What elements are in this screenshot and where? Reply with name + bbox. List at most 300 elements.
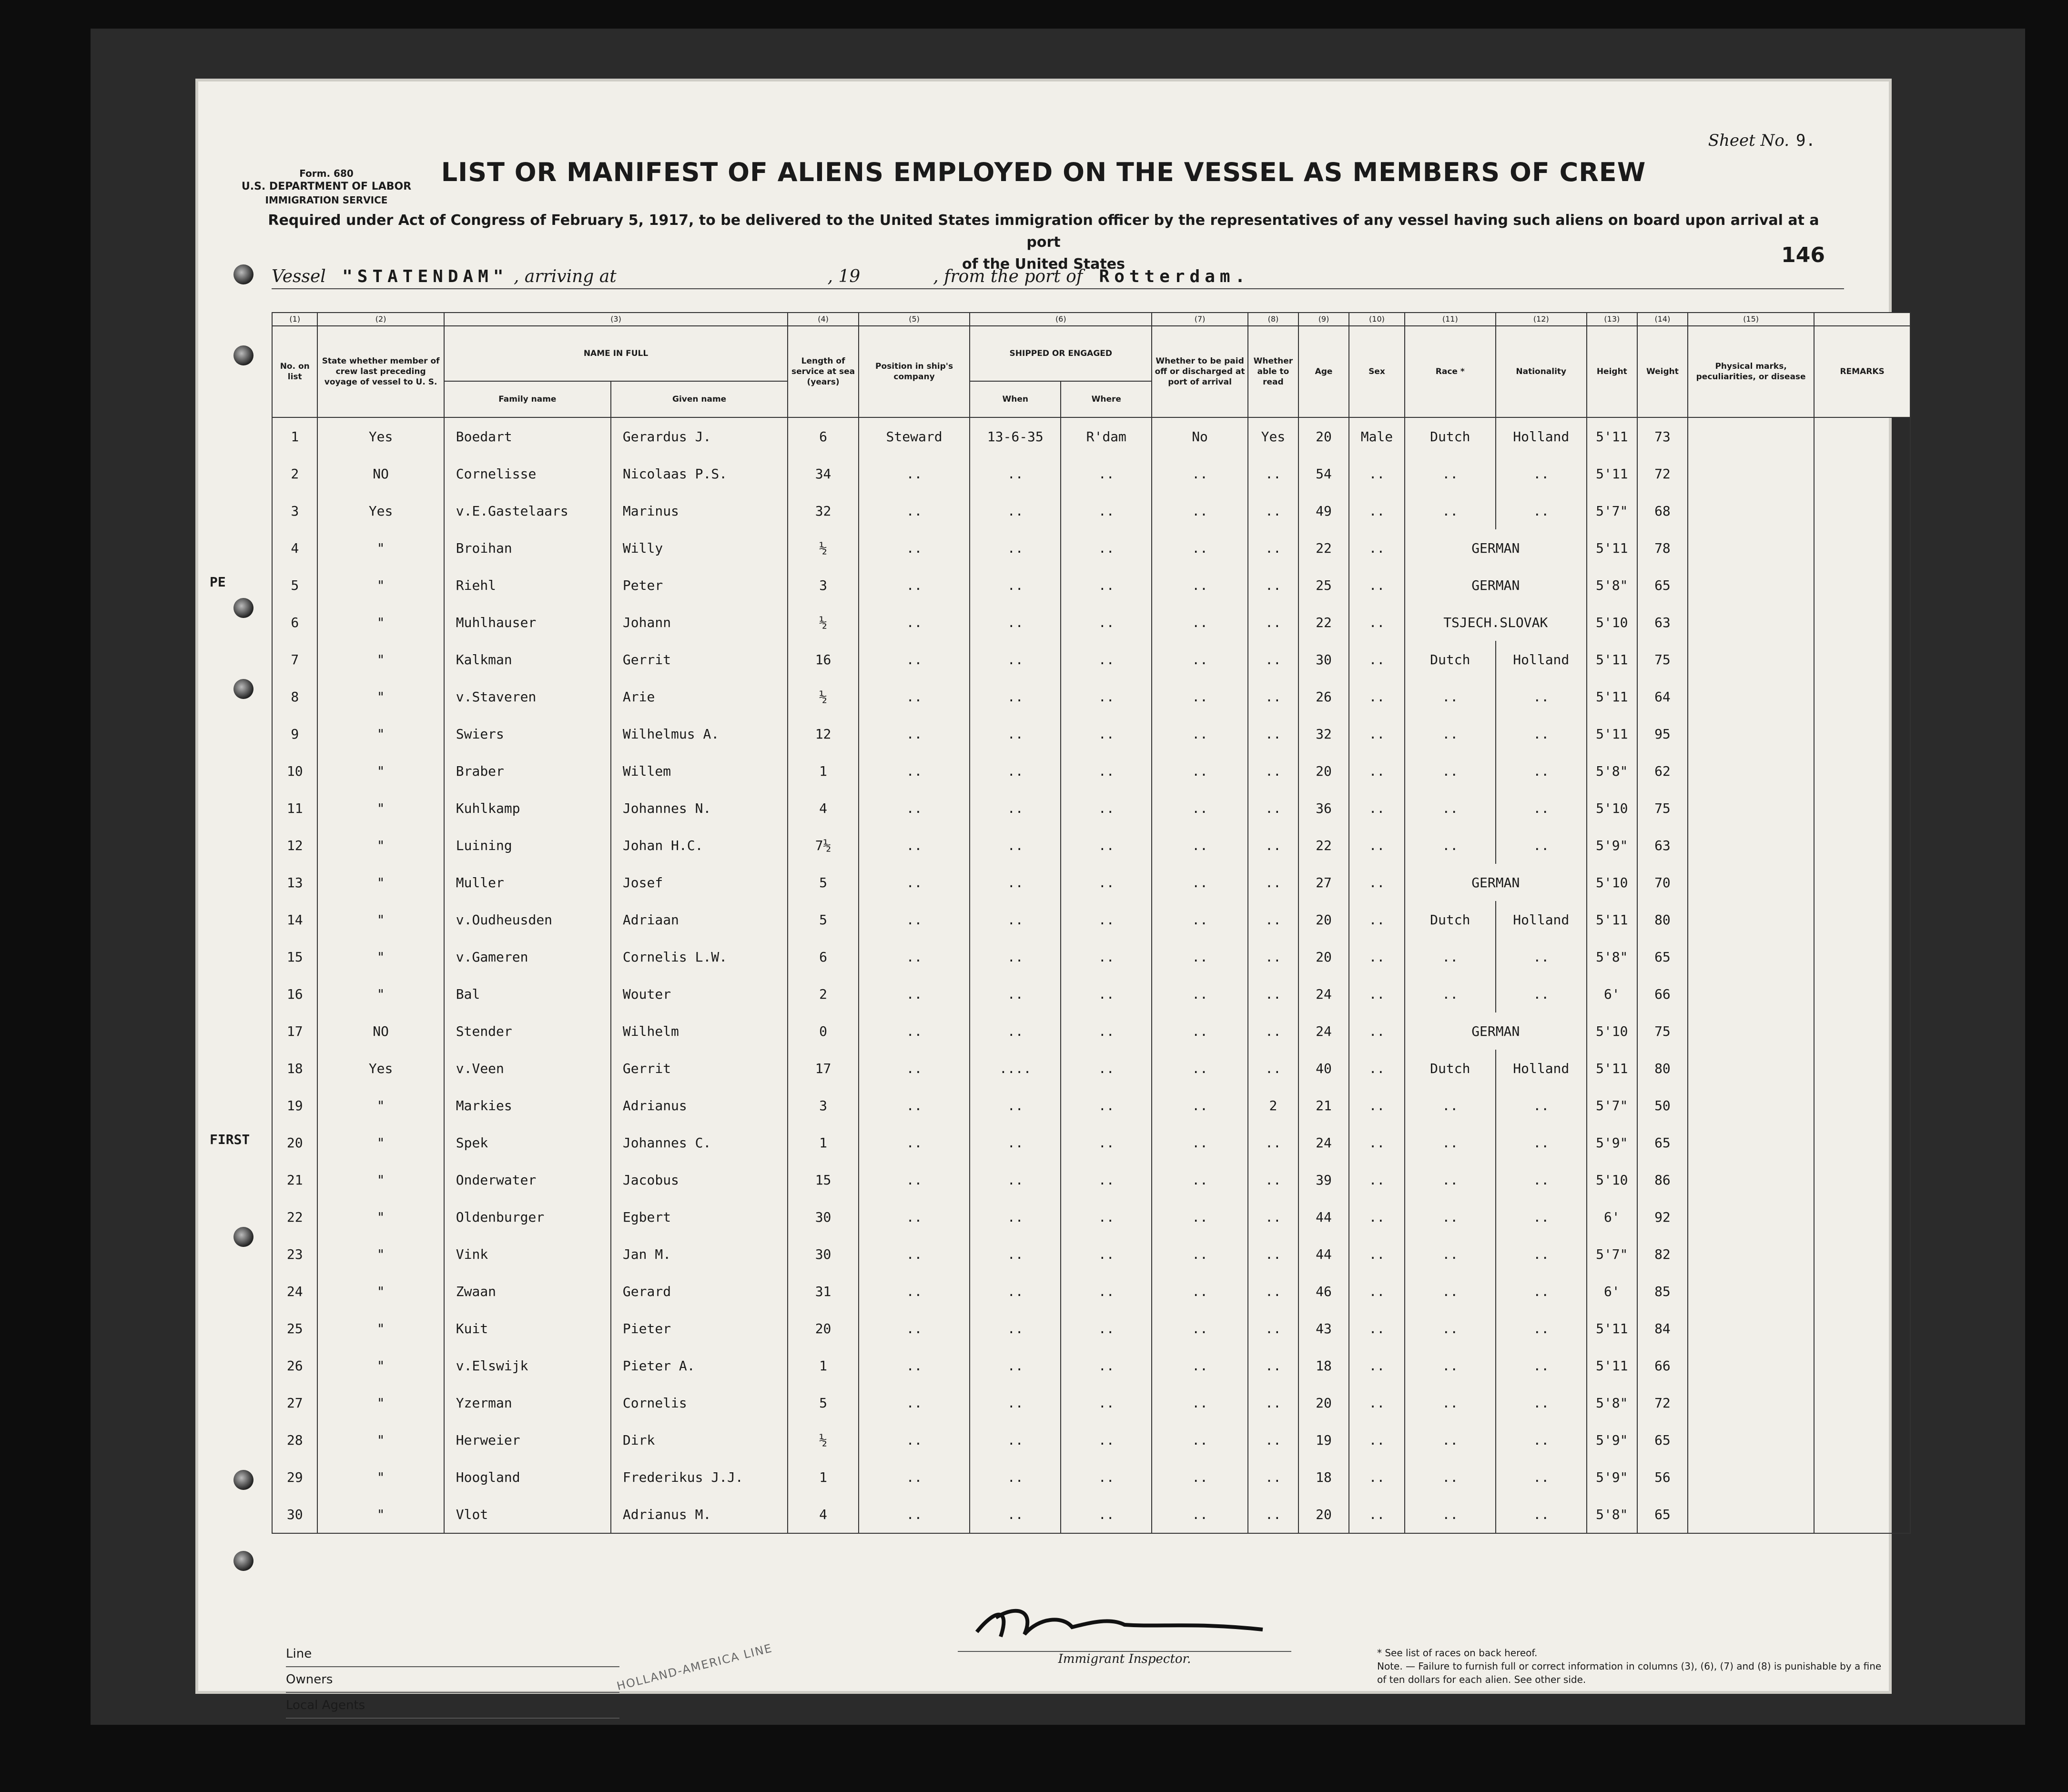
- punch-hole: [233, 1551, 253, 1571]
- cell-sex: ..: [1349, 827, 1405, 864]
- cell-paid: ..: [1152, 1421, 1248, 1458]
- footer-note: [1377, 1646, 1882, 1686]
- cell-race: ..: [1405, 1124, 1496, 1161]
- cell-weight: 65: [1637, 1421, 1688, 1458]
- cell-where: ..: [1061, 641, 1152, 678]
- cell-position: ..: [859, 752, 970, 790]
- cell-nationality: ..: [1496, 1347, 1587, 1384]
- cell-age: 39: [1298, 1161, 1349, 1198]
- cell-position: ..: [859, 1347, 970, 1384]
- cell-where: ..: [1061, 864, 1152, 901]
- cell-read: ..: [1248, 752, 1298, 790]
- header-height: Height: [1587, 326, 1637, 417]
- col-num: (6): [970, 313, 1152, 326]
- crew-rows: [272, 417, 1910, 1533]
- cell-family: Onderwater: [444, 1161, 611, 1198]
- cell-nationality: ..: [1496, 1384, 1587, 1421]
- cell-paid: ..: [1152, 1124, 1248, 1161]
- col-num: [1814, 313, 1910, 326]
- cell-when: ..: [970, 975, 1061, 1012]
- cell-read: ..: [1248, 567, 1298, 604]
- cell-race: GERMAN: [1405, 567, 1587, 604]
- cell-given: Marinus: [611, 492, 788, 529]
- cell-service: 30: [788, 1198, 859, 1235]
- cell-weight: 75: [1637, 1012, 1688, 1050]
- year-label: , 19: [827, 267, 861, 286]
- cell-family: Kalkman: [444, 641, 611, 678]
- cell-state: ": [317, 1124, 444, 1161]
- cell-sex: ..: [1349, 641, 1405, 678]
- cell-nationality: ..: [1496, 1124, 1587, 1161]
- cell-no: 5: [272, 567, 317, 604]
- cell-paid: ..: [1152, 678, 1248, 715]
- cell-when: ..: [970, 1087, 1061, 1124]
- cell-when: ..: [970, 1012, 1061, 1050]
- local-agents-field: Local Agents: [286, 1693, 619, 1719]
- cell-family: Braber: [444, 752, 611, 790]
- col-num: (15): [1688, 313, 1814, 326]
- cell-family: Bal: [444, 975, 611, 1012]
- cell-state: ": [317, 641, 444, 678]
- cell-nationality: ..: [1496, 1458, 1587, 1496]
- cell-remarks: [1814, 1050, 1910, 1087]
- cell-given: Adriaan: [611, 901, 788, 938]
- cell-weight: 68: [1637, 492, 1688, 529]
- cell-where: ..: [1061, 492, 1152, 529]
- cell-family: Yzerman: [444, 1384, 611, 1421]
- cell-remarks: [1814, 455, 1910, 492]
- cell-race: ..: [1405, 790, 1496, 827]
- header-name-in-full: NAME IN FULL: [444, 326, 788, 381]
- cell-state: ": [317, 678, 444, 715]
- cell-paid: ..: [1152, 1273, 1248, 1310]
- cell-height: 5'8": [1587, 938, 1637, 975]
- cell-position: ..: [859, 975, 970, 1012]
- cell-family: Luining: [444, 827, 611, 864]
- cell-remarks: [1814, 1421, 1910, 1458]
- cell-physical: [1688, 678, 1814, 715]
- cell-weight: 92: [1637, 1198, 1688, 1235]
- cell-position: ..: [859, 567, 970, 604]
- cell-family: Hoogland: [444, 1458, 611, 1496]
- cell-state: ": [317, 1235, 444, 1273]
- cell-family: Kuhlkamp: [444, 790, 611, 827]
- cell-race: ..: [1405, 1384, 1496, 1421]
- cell-sex: ..: [1349, 1012, 1405, 1050]
- cell-race: ..: [1405, 1347, 1496, 1384]
- cell-family: Herweier: [444, 1421, 611, 1458]
- table-row: [272, 417, 1910, 455]
- header-race: Race *: [1405, 326, 1496, 417]
- cell-height: 5'11: [1587, 1347, 1637, 1384]
- col-num: (12): [1496, 313, 1587, 326]
- table-row: [272, 1235, 1910, 1273]
- cell-given: Wilhelmus A.: [611, 715, 788, 752]
- cell-when: ..: [970, 1124, 1061, 1161]
- cell-sex: ..: [1349, 1310, 1405, 1347]
- cell-physical: [1688, 752, 1814, 790]
- cell-height: 5'11: [1587, 529, 1637, 567]
- cell-height: 5'10: [1587, 790, 1637, 827]
- table-row: [272, 1161, 1910, 1198]
- cell-given: Nicolaas P.S.: [611, 455, 788, 492]
- cell-paid: ..: [1152, 492, 1248, 529]
- col-num: (8): [1248, 313, 1298, 326]
- cell-weight: 66: [1637, 975, 1688, 1012]
- cell-remarks: [1814, 604, 1910, 641]
- cell-paid: ..: [1152, 901, 1248, 938]
- cell-nationality: ..: [1496, 975, 1587, 1012]
- line-stamp: HOLLAND-AMERICA LINE: [615, 1641, 774, 1693]
- cell-service: 3: [788, 567, 859, 604]
- cell-position: ..: [859, 938, 970, 975]
- col-num: (3): [444, 313, 788, 326]
- cell-nationality: ..: [1496, 492, 1587, 529]
- table-row: [272, 1050, 1910, 1087]
- cell-weight: 86: [1637, 1161, 1688, 1198]
- cell-read: 2: [1248, 1087, 1298, 1124]
- cell-paid: No: [1152, 417, 1248, 455]
- cell-where: ..: [1061, 901, 1152, 938]
- cell-state: ": [317, 901, 444, 938]
- cell-given: Adrianus M.: [611, 1496, 788, 1533]
- cell-given: Josef: [611, 864, 788, 901]
- cell-no: 1: [272, 417, 317, 455]
- cell-given: Cornelis: [611, 1384, 788, 1421]
- cell-read: ..: [1248, 1161, 1298, 1198]
- cell-race: Dutch: [1405, 1050, 1496, 1087]
- cell-height: 5'7": [1587, 1087, 1637, 1124]
- cell-race: ..: [1405, 1273, 1496, 1310]
- cell-paid: ..: [1152, 1458, 1248, 1496]
- form-number: Form. 680: [299, 168, 354, 179]
- cell-weight: 80: [1637, 901, 1688, 938]
- cell-position: ..: [859, 1050, 970, 1087]
- cell-nationality: ..: [1496, 678, 1587, 715]
- cell-no: 13: [272, 864, 317, 901]
- cell-where: ..: [1061, 678, 1152, 715]
- cell-remarks: [1814, 938, 1910, 975]
- cell-remarks: [1814, 1161, 1910, 1198]
- cell-family: Vink: [444, 1235, 611, 1273]
- cell-physical: [1688, 1496, 1814, 1533]
- cell-service: 1: [788, 1124, 859, 1161]
- cell-state: NO: [317, 1012, 444, 1050]
- table-row: [272, 492, 1910, 529]
- cell-physical: [1688, 715, 1814, 752]
- cell-no: 20: [272, 1124, 317, 1161]
- cell-nationality: Holland: [1496, 1050, 1587, 1087]
- page-number: 146: [1781, 243, 1825, 267]
- cell-age: 46: [1298, 1273, 1349, 1310]
- cell-family: v.Elswijk: [444, 1347, 611, 1384]
- cell-age: 20: [1298, 417, 1349, 455]
- cell-when: ..: [970, 455, 1061, 492]
- cell-service: 4: [788, 1496, 859, 1533]
- cell-position: ..: [859, 492, 970, 529]
- cell-nationality: ..: [1496, 827, 1587, 864]
- cell-paid: ..: [1152, 975, 1248, 1012]
- cell-given: Gerrit: [611, 641, 788, 678]
- cell-sex: ..: [1349, 938, 1405, 975]
- cell-when: ..: [970, 1235, 1061, 1273]
- cell-given: Gerrit: [611, 1050, 788, 1087]
- cell-remarks: [1814, 790, 1910, 827]
- cell-physical: [1688, 1087, 1814, 1124]
- cell-position: ..: [859, 1087, 970, 1124]
- cell-service: 6: [788, 938, 859, 975]
- cell-where: ..: [1061, 1124, 1152, 1161]
- cell-state: ": [317, 1458, 444, 1496]
- cell-state: ": [317, 529, 444, 567]
- cell-physical: [1688, 1310, 1814, 1347]
- arriving-label: , arriving at: [513, 267, 617, 286]
- cell-physical: [1688, 417, 1814, 455]
- cell-given: Johannes C.: [611, 1124, 788, 1161]
- cell-physical: [1688, 827, 1814, 864]
- table-row: [272, 1273, 1910, 1310]
- cell-height: 5'11: [1587, 641, 1637, 678]
- cell-position: ..: [859, 790, 970, 827]
- cell-family: Oldenburger: [444, 1198, 611, 1235]
- cell-sex: ..: [1349, 1124, 1405, 1161]
- cell-when: ..: [970, 901, 1061, 938]
- cell-age: 24: [1298, 975, 1349, 1012]
- cell-no: 21: [272, 1161, 317, 1198]
- cell-no: 10: [272, 752, 317, 790]
- cell-remarks: [1814, 1458, 1910, 1496]
- cell-read: ..: [1248, 1310, 1298, 1347]
- cell-nationality: ..: [1496, 790, 1587, 827]
- punch-hole: [233, 1227, 253, 1247]
- cell-given: Gerardus J.: [611, 417, 788, 455]
- cell-race: Dutch: [1405, 417, 1496, 455]
- cell-sex: ..: [1349, 1384, 1405, 1421]
- col-num: (10): [1349, 313, 1405, 326]
- cell-nationality: ..: [1496, 455, 1587, 492]
- cell-physical: [1688, 790, 1814, 827]
- punch-hole: [233, 264, 253, 284]
- cell-sex: ..: [1349, 975, 1405, 1012]
- cell-given: Jacobus: [611, 1161, 788, 1198]
- cell-service: 34: [788, 455, 859, 492]
- cell-when: ..: [970, 790, 1061, 827]
- cell-where: ..: [1061, 975, 1152, 1012]
- cell-service: 31: [788, 1273, 859, 1310]
- cell-weight: 50: [1637, 1087, 1688, 1124]
- cell-age: 40: [1298, 1050, 1349, 1087]
- punch-hole: [233, 679, 253, 699]
- cell-position: ..: [859, 1235, 970, 1273]
- table-row: [272, 1496, 1910, 1533]
- col-num: (4): [788, 313, 859, 326]
- table-row: [272, 975, 1910, 1012]
- cell-paid: ..: [1152, 641, 1248, 678]
- cell-physical: [1688, 938, 1814, 975]
- cell-given: Cornelis L.W.: [611, 938, 788, 975]
- punch-hole: [233, 598, 253, 618]
- cell-service: ½: [788, 1421, 859, 1458]
- cell-where: ..: [1061, 1458, 1152, 1496]
- cell-no: 14: [272, 901, 317, 938]
- cell-read: ..: [1248, 901, 1298, 938]
- cell-service: 1: [788, 1347, 859, 1384]
- cell-family: Broihan: [444, 529, 611, 567]
- cell-sex: ..: [1349, 1050, 1405, 1087]
- cell-given: Johannes N.: [611, 790, 788, 827]
- cell-physical: [1688, 864, 1814, 901]
- cell-physical: [1688, 1384, 1814, 1421]
- cell-no: 28: [272, 1421, 317, 1458]
- cell-sex: ..: [1349, 715, 1405, 752]
- cell-position: ..: [859, 529, 970, 567]
- table-row: [272, 678, 1910, 715]
- header-family-name: Family name: [444, 381, 611, 417]
- cell-where: ..: [1061, 1050, 1152, 1087]
- cell-no: 3: [272, 492, 317, 529]
- vessel-line: [272, 267, 1844, 289]
- cell-state: ": [317, 1198, 444, 1235]
- col-num: (9): [1298, 313, 1349, 326]
- cell-read: ..: [1248, 1273, 1298, 1310]
- cell-no: 17: [272, 1012, 317, 1050]
- cell-remarks: [1814, 492, 1910, 529]
- col-num: (13): [1587, 313, 1637, 326]
- cell-remarks: [1814, 1496, 1910, 1533]
- cell-position: ..: [859, 1458, 970, 1496]
- cell-age: 22: [1298, 827, 1349, 864]
- cell-age: 24: [1298, 1012, 1349, 1050]
- cell-race: TSJECH.SLOVAK: [1405, 604, 1587, 641]
- cell-sex: ..: [1349, 901, 1405, 938]
- cell-when: ..: [970, 1458, 1061, 1496]
- table-row: [272, 1347, 1910, 1384]
- cell-read: ..: [1248, 715, 1298, 752]
- cell-age: 22: [1298, 604, 1349, 641]
- cell-height: 5'9": [1587, 1458, 1637, 1496]
- cell-no: 24: [272, 1273, 317, 1310]
- owners-field: Owners: [286, 1667, 619, 1693]
- cell-race: ..: [1405, 1198, 1496, 1235]
- cell-physical: [1688, 492, 1814, 529]
- cell-position: ..: [859, 455, 970, 492]
- cell-paid: ..: [1152, 938, 1248, 975]
- cell-given: Pieter: [611, 1310, 788, 1347]
- cell-family: Muhlhauser: [444, 604, 611, 641]
- cell-weight: 80: [1637, 1050, 1688, 1087]
- cell-read: ..: [1248, 1235, 1298, 1273]
- cell-where: ..: [1061, 1347, 1152, 1384]
- cell-race: GERMAN: [1405, 529, 1587, 567]
- header-able-read: Whether able to read: [1248, 326, 1298, 417]
- line-field: Line: [286, 1641, 619, 1667]
- col-num: (2): [317, 313, 444, 326]
- column-number-row: [272, 313, 1910, 326]
- cell-read: ..: [1248, 678, 1298, 715]
- table-row: [272, 604, 1910, 641]
- cell-physical: [1688, 1161, 1814, 1198]
- cell-position: ..: [859, 641, 970, 678]
- cell-service: 15: [788, 1161, 859, 1198]
- cell-remarks: [1814, 417, 1910, 455]
- cell-read: ..: [1248, 455, 1298, 492]
- cell-race: ..: [1405, 1161, 1496, 1198]
- cell-weight: 65: [1637, 1124, 1688, 1161]
- cell-weight: 65: [1637, 1496, 1688, 1533]
- cell-height: 5'11: [1587, 678, 1637, 715]
- cell-sex: ..: [1349, 567, 1405, 604]
- sheet-label: Sheet No.: [1708, 131, 1790, 150]
- cell-read: ..: [1248, 1384, 1298, 1421]
- cell-sex: ..: [1349, 678, 1405, 715]
- table-row: [272, 455, 1910, 492]
- cell-service: 17: [788, 1050, 859, 1087]
- subtitle-line-1: Required under Act of Congress of February 5, 1917, to be delivered to the United States immigration officer by the representatives of any vessel having such aliens on board upon arrival at a port: [268, 212, 1819, 251]
- cell-no: 22: [272, 1198, 317, 1235]
- cell-given: Jan M.: [611, 1235, 788, 1273]
- table-row: [272, 1087, 1910, 1124]
- cell-where: ..: [1061, 1012, 1152, 1050]
- cell-remarks: [1814, 1384, 1910, 1421]
- cell-paid: ..: [1152, 1087, 1248, 1124]
- cell-when: ..: [970, 752, 1061, 790]
- cell-race: ..: [1405, 1421, 1496, 1458]
- cell-race: ..: [1405, 492, 1496, 529]
- cell-remarks: [1814, 567, 1910, 604]
- cell-remarks: [1814, 975, 1910, 1012]
- cell-given: Wilhelm: [611, 1012, 788, 1050]
- cell-state: ": [317, 567, 444, 604]
- cell-height: 5'10: [1587, 1012, 1637, 1050]
- cell-state: ": [317, 715, 444, 752]
- cell-when: ..: [970, 529, 1061, 567]
- header-no-on-list: No. on list: [272, 326, 317, 417]
- cell-where: ..: [1061, 938, 1152, 975]
- cell-service: 0: [788, 1012, 859, 1050]
- cell-given: Dirk: [611, 1421, 788, 1458]
- cell-paid: ..: [1152, 864, 1248, 901]
- table-row: [272, 827, 1910, 864]
- cell-family: Vlot: [444, 1496, 611, 1533]
- cell-given: Pieter A.: [611, 1347, 788, 1384]
- cell-weight: 72: [1637, 455, 1688, 492]
- cell-read: Yes: [1248, 417, 1298, 455]
- header-remarks: REMARKS: [1814, 326, 1910, 417]
- cell-read: ..: [1248, 827, 1298, 864]
- cell-race: ..: [1405, 1310, 1496, 1347]
- cell-no: 7: [272, 641, 317, 678]
- header-row-1: [272, 326, 1910, 381]
- cell-height: 5'10: [1587, 864, 1637, 901]
- cell-age: 20: [1298, 938, 1349, 975]
- cell-remarks: [1814, 827, 1910, 864]
- table-row: [272, 1458, 1910, 1496]
- cell-paid: ..: [1152, 604, 1248, 641]
- cell-sex: ..: [1349, 1273, 1405, 1310]
- cell-given: Gerard: [611, 1273, 788, 1310]
- cell-position: ..: [859, 864, 970, 901]
- cell-where: ..: [1061, 1161, 1152, 1198]
- cell-race: ..: [1405, 975, 1496, 1012]
- cell-height: 5'10: [1587, 1161, 1637, 1198]
- cell-weight: 63: [1637, 827, 1688, 864]
- cell-position: ..: [859, 1161, 970, 1198]
- cell-when: ..: [970, 1161, 1061, 1198]
- cell-race: ..: [1405, 1235, 1496, 1273]
- cell-age: 25: [1298, 567, 1349, 604]
- cell-race: ..: [1405, 752, 1496, 790]
- cell-where: ..: [1061, 1384, 1152, 1421]
